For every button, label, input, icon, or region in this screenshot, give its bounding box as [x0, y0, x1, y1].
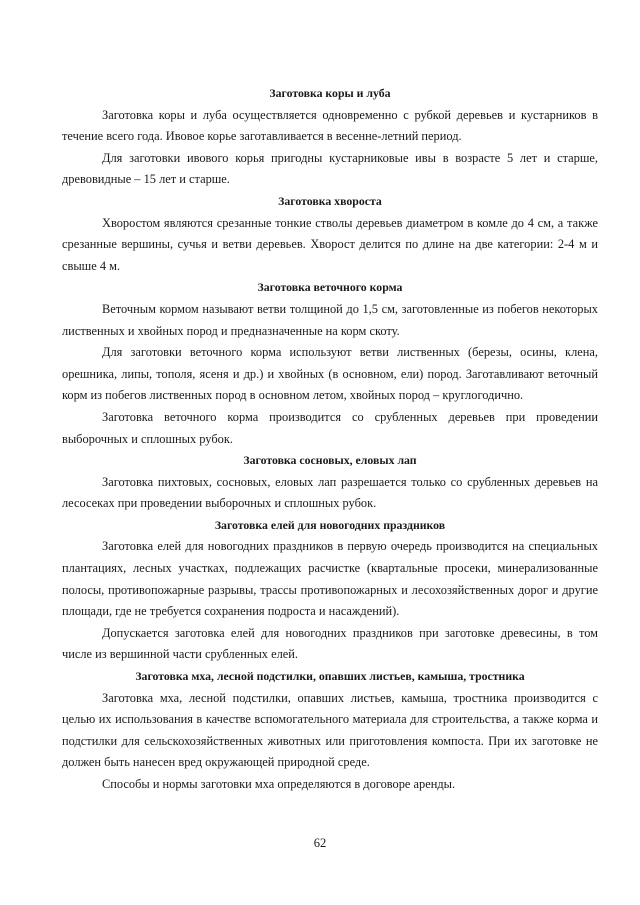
paragraph: Веточным кормом называют ветви толщиной до 1,5 см, заготовленные из побегов некоторых лиственных и хвойных пород и предназначенные на корм скоту. — [62, 301, 598, 338]
section-new-year-trees — [62, 515, 598, 666]
paragraph: Заготовка веточного корма производится со срубленных деревьев при проведении выборочных и сплошных рубок. — [62, 409, 598, 446]
section-heading: Заготовка елей для новогодних праздников — [214, 517, 446, 532]
section-branch-fodder — [62, 277, 598, 450]
paragraph: Заготовка коры и луба осуществляется одновременно с рубкой деревьев и кустарников в течение всего года. Ивовое корье заготавливается в весенне-летний период. — [62, 107, 598, 144]
paragraph: Заготовка мха, лесной подстилки, опавших листьев, камыша, тростника производится с целью их использования в качестве вспомогательного материала для строительства, а также корма и подстилки для сельскохозяйственных животных или приготовления компоста. При их заготовке не должен быть нанесен вред окружающей природной среде. — [62, 690, 598, 770]
paragraph: Заготовка пихтовых, сосновых, еловых лап разрешается только со срубленных деревьев на лесосеках при проведении выборочных и сплошных рубок. — [62, 474, 598, 511]
paragraph: Для заготовки ивового корья пригодны кустарниковые ивы в возрасте 5 лет и старше, древовидные – 15 лет и старше. — [62, 150, 598, 187]
section-bark-and-bast — [62, 83, 598, 191]
paragraph: Для заготовки веточного корма используют ветви лиственных (березы, осины, клена, орешника, липы, тополя, ясеня и др.) и хвойных (в основном, ели) пород. Заготавливают веточный корм из побегов лиственных пород в основном летом, хвойных пород – круглогодично. — [62, 345, 598, 403]
paragraph: Заготовка елей для новогодних праздников в первую очередь производится на специальных плантациях, лесных участках, подлежащих расчистке (квартальные просеки, минерализованные полосы, противопожарные разрывы, трассы противопожарных и лесохозяйственных дорог и другие площади, где не требуется сохранения подроста и насаждений). — [62, 539, 598, 619]
section-heading: Заготовка хвороста — [278, 193, 382, 208]
paragraph: Способы и нормы заготовки мха определяются в договоре аренды. — [102, 777, 456, 791]
document-page — [62, 83, 598, 796]
section-heading: Заготовка веточного корма — [257, 280, 403, 295]
section-heading: Заготовка мха, лесной подстилки, опавших листьев, камыша, тростника — [135, 669, 525, 684]
page-number: 62 — [313, 836, 327, 850]
paragraph: Допускается заготовка елей для новогодних праздников при заготовке древесины, в том числе из вершинной части срубленных елей. — [62, 625, 598, 662]
section-pine-spruce-branches — [62, 450, 598, 515]
section-moss-litter-reeds — [62, 666, 598, 796]
section-brushwood — [62, 191, 598, 277]
section-heading: Заготовка сосновых, еловых лап — [243, 453, 417, 468]
section-heading: Заготовка коры и луба — [269, 86, 391, 100]
paragraph: Хворостом являются срезанные тонкие стволы деревьев диаметром в комле до 4 см, а также срезанные вершины, сучья и ветви деревьев. Хворост делится по длине на две категории: 2-4 м и свыше 4 м. — [62, 215, 598, 273]
